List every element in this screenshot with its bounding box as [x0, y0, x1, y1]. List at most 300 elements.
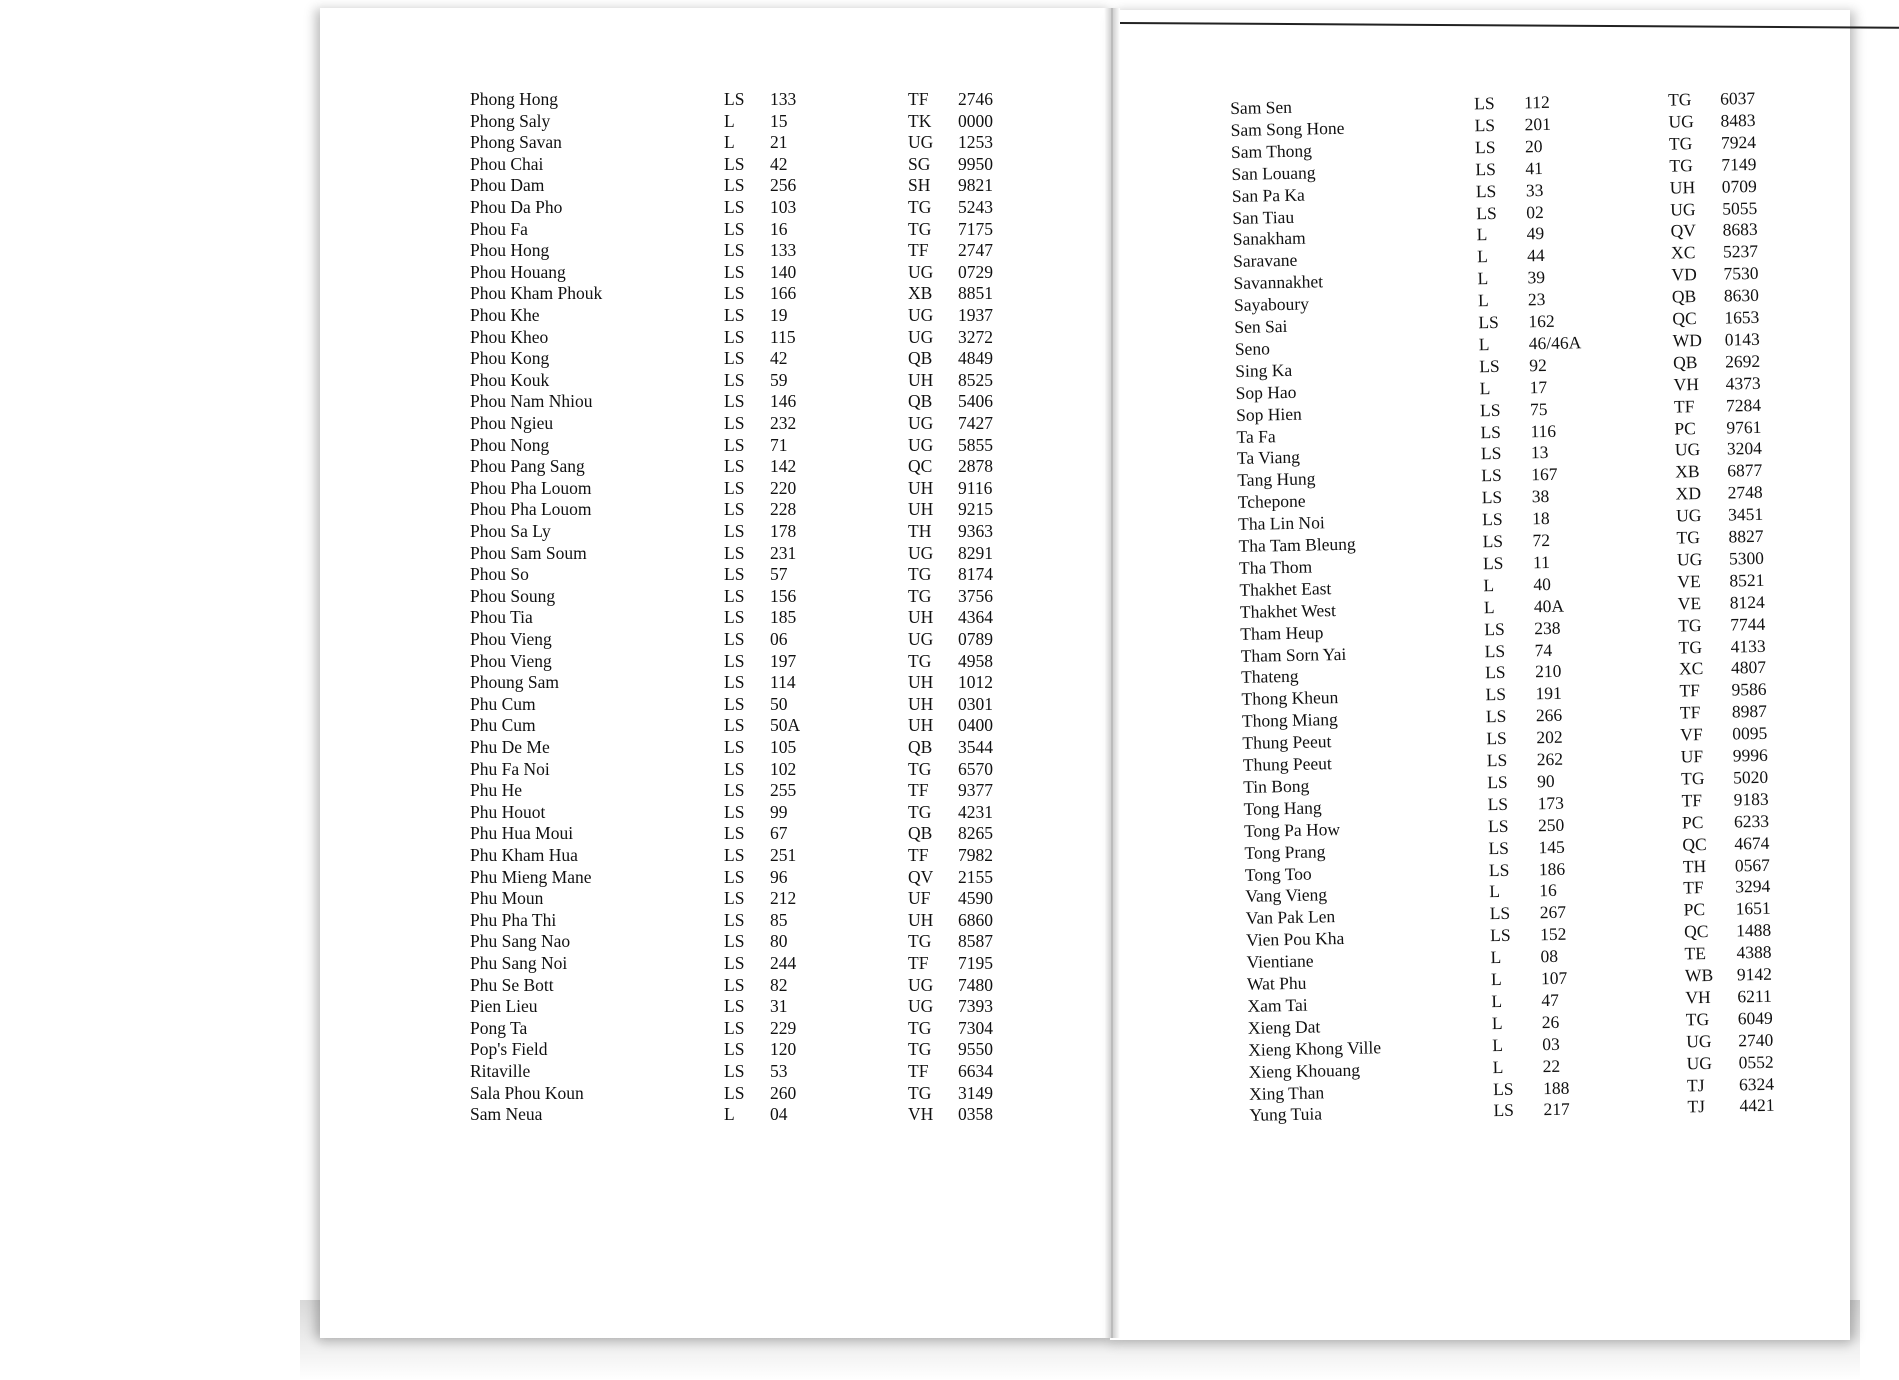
- grid-coordinate: 2748: [1727, 482, 1763, 503]
- grid-coordinate: 8827: [1728, 525, 1764, 547]
- site-number: 75: [1529, 398, 1548, 419]
- grid-zone: PC: [1681, 811, 1704, 833]
- grid-zone: XD: [1675, 483, 1702, 504]
- site-number: 142: [770, 456, 797, 477]
- site-type: LS: [1489, 924, 1511, 946]
- grid-zone: TG: [908, 1039, 932, 1060]
- site-name: San Louang: [1231, 162, 1316, 184]
- grid-zone: TG: [908, 1082, 932, 1103]
- site-type: L: [1477, 268, 1489, 289]
- site-type: LS: [1479, 399, 1501, 420]
- site-type: LS: [1487, 771, 1508, 793]
- grid-zone: TF: [908, 240, 929, 261]
- grid-coordinate: 2155: [958, 866, 993, 887]
- site-name: Thung Peeut: [1242, 731, 1332, 753]
- site-name: Phu Cum: [470, 715, 536, 736]
- grid-coordinate: 0729: [958, 261, 993, 282]
- site-number: 173: [1537, 792, 1565, 814]
- site-name: Tha Lin Noi: [1238, 512, 1325, 535]
- site-name: Phou Tia: [470, 607, 533, 628]
- grid-zone: XC: [1678, 658, 1704, 679]
- grid-zone: VH: [908, 1104, 934, 1125]
- site-type: LS: [1493, 1100, 1515, 1121]
- grid-zone: UF: [908, 888, 931, 909]
- site-number: 50: [770, 693, 788, 714]
- site-name: Tong Prang: [1244, 840, 1326, 863]
- site-name: Phou Sa Ly: [470, 521, 551, 541]
- site-type: L: [724, 1104, 735, 1125]
- site-number: 42: [770, 153, 788, 174]
- site-number: 40: [1533, 573, 1552, 595]
- grid-coordinate: 4674: [1734, 832, 1770, 854]
- site-type: LS: [724, 197, 745, 217]
- grid-coordinate: 2692: [1724, 350, 1761, 372]
- site-type: L: [724, 110, 735, 131]
- grid-coordinate: 3756: [958, 585, 993, 606]
- site-name: Thung Peeut: [1242, 753, 1332, 775]
- grid-coordinate: 0552: [1738, 1051, 1774, 1073]
- grid-zone: TG: [1676, 527, 1701, 548]
- grid-zone: TG: [908, 758, 932, 779]
- site-type: LS: [724, 888, 745, 909]
- site-number: 220: [770, 477, 797, 498]
- site-type: LS: [1475, 180, 1497, 201]
- site-name: Vien Pou Kha: [1245, 928, 1345, 951]
- grid-zone: TF: [1679, 702, 1701, 723]
- grid-zone: TF: [1673, 395, 1695, 417]
- site-type: LS: [724, 89, 745, 109]
- site-name: Xing Than: [1248, 1081, 1325, 1104]
- grid-coordinate: 7480: [958, 974, 993, 995]
- site-number: 202: [1536, 726, 1563, 748]
- site-number: 74: [1534, 639, 1553, 660]
- site-type: LS: [724, 585, 745, 606]
- grid-coordinate: 7284: [1725, 394, 1762, 416]
- site-name: Tham Heup: [1240, 621, 1324, 644]
- site-name: Phu Fa Noi: [470, 758, 550, 779]
- site-number: 238: [1534, 617, 1561, 638]
- site-name: Pop's Field: [470, 1039, 548, 1060]
- grid-coordinate: 1253: [958, 132, 993, 153]
- site-number: 40A: [1533, 595, 1565, 616]
- site-name: Phu Cum: [470, 693, 536, 714]
- site-type: LS: [724, 521, 745, 541]
- grid-coordinate: 8265: [958, 823, 993, 844]
- site-number: 146: [770, 391, 797, 412]
- site-name: Ta Fa: [1236, 425, 1276, 447]
- site-number: 186: [1538, 858, 1566, 879]
- site-number: 06: [770, 629, 788, 649]
- grid-zone: UG: [1670, 198, 1696, 220]
- site-number: 16: [1539, 880, 1557, 901]
- grid-coordinate: 9761: [1726, 416, 1762, 438]
- grid-coordinate: 9377: [958, 780, 993, 801]
- grid-coordinate: 4590: [958, 888, 993, 909]
- grid-coordinate: 8683: [1722, 219, 1758, 240]
- site-number: 262: [1536, 748, 1564, 770]
- site-type: LS: [1476, 202, 1497, 223]
- grid-zone: SH: [908, 175, 931, 196]
- site-name: Xieng Khouang: [1248, 1059, 1361, 1082]
- site-type: LS: [724, 607, 745, 628]
- grid-zone: UG: [908, 996, 934, 1017]
- site-name: Phoung Sam: [470, 672, 559, 693]
- site-type: LS: [724, 1082, 745, 1103]
- grid-coordinate: 5855: [958, 434, 993, 455]
- grid-coordinate: 9183: [1733, 788, 1769, 810]
- site-type: LS: [724, 305, 745, 325]
- site-number: 102: [770, 758, 797, 779]
- grid-zone: TG: [908, 801, 932, 822]
- site-number: 185: [770, 607, 797, 628]
- site-type: LS: [1480, 421, 1502, 442]
- grid-coordinate: 8587: [958, 931, 993, 952]
- site-type: L: [1479, 377, 1491, 398]
- grid-zone: TG: [1685, 1008, 1710, 1030]
- site-type: LS: [724, 737, 745, 757]
- grid-coordinate: 1937: [958, 305, 993, 325]
- site-name: Phou Pha Louom: [470, 477, 592, 498]
- site-number: 22: [1542, 1055, 1561, 1076]
- site-number: 140: [770, 261, 797, 282]
- grid-zone: TF: [1681, 789, 1703, 811]
- grid-coordinate: 7304: [958, 1017, 993, 1038]
- site-number: 71: [770, 434, 788, 455]
- site-type: LS: [1482, 530, 1504, 552]
- site-type: LS: [1484, 662, 1506, 683]
- grid-zone: TJ: [1686, 1074, 1705, 1095]
- site-name: Phu Sang Noi: [470, 953, 568, 973]
- site-name: Phou Dam: [470, 175, 545, 196]
- grid-coordinate: 0567: [1734, 854, 1771, 875]
- site-type: LS: [1481, 508, 1503, 530]
- site-number: 20: [1524, 135, 1543, 157]
- grid-zone: VE: [1677, 570, 1701, 592]
- site-type: LS: [724, 780, 745, 801]
- site-type: LS: [1486, 727, 1507, 749]
- grid-coordinate: 5237: [1722, 241, 1759, 262]
- site-number: 210: [1534, 661, 1562, 682]
- site-name: Phou Fa: [470, 218, 528, 239]
- site-name: Sanakham: [1232, 227, 1306, 250]
- site-name: Phong Savan: [470, 132, 562, 153]
- grid-zone: UG: [908, 434, 934, 455]
- site-type: L: [1476, 224, 1488, 245]
- site-name: Sam Neua: [470, 1104, 543, 1125]
- grid-coordinate: 5055: [1722, 197, 1758, 219]
- site-type: L: [1477, 290, 1489, 311]
- grid-coordinate: 3544: [958, 737, 993, 757]
- grid-zone: TF: [908, 845, 929, 865]
- grid-coordinate: 6037: [1719, 87, 1756, 109]
- site-type: L: [1492, 1034, 1504, 1055]
- site-number: 26: [1541, 1011, 1560, 1032]
- grid-zone: QC: [1672, 308, 1697, 329]
- site-number: 59: [770, 369, 788, 390]
- site-type: LS: [724, 261, 745, 282]
- grid-coordinate: 6233: [1733, 810, 1770, 832]
- site-number: 82: [770, 974, 788, 995]
- site-type: LS: [1485, 684, 1507, 705]
- grid-coordinate: 9821: [958, 175, 993, 196]
- site-number: 167: [1531, 464, 1558, 485]
- site-name: Phou Khe: [470, 305, 540, 325]
- grid-coordinate: 6570: [958, 758, 993, 779]
- site-type: LS: [724, 650, 745, 671]
- grid-zone: UG: [1674, 439, 1701, 460]
- site-number: 21: [770, 132, 788, 153]
- grid-zone: TF: [908, 953, 929, 973]
- site-name: Thong Miang: [1241, 709, 1338, 732]
- site-type: LS: [724, 1061, 745, 1081]
- site-name: Phong Hong: [470, 89, 558, 109]
- site-number: 105: [770, 737, 797, 757]
- site-type: LS: [1480, 443, 1502, 464]
- site-number: 120: [770, 1039, 797, 1060]
- grid-zone: XB: [908, 283, 933, 304]
- grid-coordinate: 4364: [958, 607, 993, 628]
- site-number: 39: [1527, 267, 1546, 288]
- site-name: Phou Sam Soum: [470, 542, 587, 563]
- grid-coordinate: 0358: [958, 1104, 993, 1125]
- grid-coordinate: 5020: [1732, 766, 1769, 788]
- site-number: 67: [770, 823, 788, 844]
- grid-zone: PC: [1674, 417, 1697, 439]
- site-name: Phou Ngieu: [470, 413, 554, 433]
- grid-zone: TG: [908, 650, 932, 671]
- grid-coordinate: 8630: [1723, 284, 1760, 306]
- grid-zone: UH: [1669, 176, 1696, 198]
- grid-coordinate: 5406: [958, 391, 993, 412]
- grid-zone: TG: [908, 585, 932, 606]
- site-number: 197: [770, 650, 797, 671]
- grid-zone: QC: [1682, 833, 1707, 855]
- site-number: 44: [1526, 245, 1545, 266]
- grid-zone: QB: [1671, 286, 1697, 307]
- site-type: LS: [724, 477, 745, 498]
- site-type: LS: [724, 758, 745, 779]
- grid-zone: QV: [908, 866, 934, 887]
- site-type: LS: [724, 974, 745, 995]
- site-number: 217: [1543, 1099, 1570, 1120]
- grid-zone: TG: [1667, 89, 1692, 110]
- site-type: LS: [724, 218, 745, 239]
- grid-coordinate: 1651: [1735, 898, 1771, 919]
- site-type: LS: [724, 564, 745, 585]
- grid-zone: TF: [1683, 877, 1704, 898]
- grid-zone: TF: [908, 780, 929, 801]
- site-name: Sam Song Hone: [1230, 117, 1345, 140]
- grid-coordinate: 6860: [958, 909, 993, 930]
- site-name: Vang Vieng: [1245, 884, 1328, 907]
- site-name: Phu Moun: [470, 888, 544, 909]
- site-number: 115: [770, 326, 796, 347]
- grid-zone: WD: [1672, 329, 1703, 351]
- site-name: Phou So: [470, 564, 529, 585]
- site-type: L: [1476, 246, 1489, 267]
- site-number: 46/46A: [1528, 332, 1582, 354]
- site-number: 266: [1535, 704, 1563, 726]
- site-name: Phong Saly: [470, 110, 551, 131]
- grid-zone: UG: [908, 261, 934, 282]
- site-number: 85: [770, 909, 788, 930]
- grid-coordinate: 8174: [958, 564, 993, 585]
- site-number: 116: [1530, 420, 1557, 441]
- grid-coordinate: 3204: [1726, 438, 1763, 459]
- site-number: 33: [1525, 179, 1544, 200]
- grid-coordinate: 1488: [1735, 919, 1772, 941]
- site-type: LS: [1487, 793, 1509, 814]
- grid-coordinate: 3149: [958, 1082, 993, 1103]
- grid-zone: XC: [1670, 242, 1696, 263]
- site-name: Phou Soung: [470, 585, 556, 606]
- site-number: 50A: [770, 715, 801, 736]
- grid-coordinate: 6049: [1737, 1007, 1773, 1029]
- grid-coordinate: 6634: [958, 1061, 993, 1081]
- grid-zone: UG: [908, 326, 934, 347]
- site-type: LS: [724, 369, 745, 390]
- site-type: LS: [1473, 92, 1495, 114]
- site-name: Phou Nong: [470, 434, 550, 455]
- grid-coordinate: 1012: [958, 672, 993, 693]
- grid-coordinate: 8851: [958, 283, 993, 304]
- grid-coordinate: 0000: [958, 110, 993, 131]
- grid-coordinate: 6877: [1727, 460, 1763, 481]
- site-name: Phou Da Pho: [470, 197, 563, 217]
- site-type: LS: [724, 391, 745, 412]
- site-type: LS: [724, 499, 745, 520]
- site-name: Phou Nam Nhiou: [470, 391, 593, 412]
- grid-coordinate: 8483: [1720, 109, 1756, 131]
- grid-coordinate: 7982: [958, 845, 993, 865]
- site-number: 42: [770, 348, 788, 369]
- grid-coordinate: 8521: [1729, 569, 1765, 591]
- site-number: 145: [1538, 836, 1565, 857]
- site-name: Sam Thong: [1230, 140, 1313, 162]
- grid-zone: TJ: [1687, 1096, 1706, 1117]
- grid-coordinate: 9215: [958, 499, 993, 520]
- grid-zone: TK: [908, 110, 932, 131]
- site-number: 255: [770, 780, 797, 801]
- site-number: 178: [770, 521, 797, 541]
- grid-zone: TF: [908, 89, 929, 109]
- site-type: L: [1483, 574, 1495, 596]
- site-number: 229: [770, 1017, 797, 1038]
- grid-zone: QB: [908, 737, 933, 757]
- grid-coordinate: 0400: [958, 715, 993, 736]
- grid-zone: UG: [1675, 505, 1702, 526]
- grid-coordinate: 8525: [958, 369, 993, 390]
- site-number: 166: [770, 283, 797, 304]
- grid-coordinate: 9996: [1732, 744, 1768, 766]
- site-type: LS: [724, 672, 745, 693]
- site-number: 112: [1523, 91, 1550, 113]
- grid-zone: VE: [1677, 592, 1702, 614]
- site-number: 191: [1535, 683, 1562, 704]
- site-name: Tha Thom: [1238, 556, 1313, 578]
- site-number: 133: [770, 89, 797, 109]
- site-number: 133: [770, 240, 797, 261]
- grid-zone: TG: [908, 1017, 932, 1038]
- site-name: Xieng Dat: [1247, 1016, 1321, 1038]
- grid-zone: TF: [908, 1061, 929, 1081]
- grid-coordinate: 7427: [958, 413, 993, 433]
- site-type: L: [1490, 947, 1502, 968]
- grid-zone: UG: [908, 132, 934, 153]
- site-number: 114: [770, 672, 796, 693]
- site-type: LS: [724, 909, 745, 930]
- grid-zone: QB: [1672, 351, 1698, 373]
- grid-coordinate: 0095: [1732, 722, 1768, 744]
- site-name: Thong Kheun: [1241, 687, 1339, 710]
- site-number: 99: [770, 801, 788, 822]
- site-number: 103: [770, 197, 797, 217]
- site-number: 228: [770, 499, 797, 520]
- grid-zone: TH: [1682, 855, 1707, 876]
- site-name: Tang Hung: [1237, 468, 1316, 491]
- site-type: LS: [724, 866, 745, 887]
- site-type: L: [1492, 1056, 1504, 1077]
- site-type: LS: [724, 931, 745, 952]
- site-name: Phu Mieng Mane: [470, 866, 592, 887]
- grid-coordinate: 0143: [1724, 328, 1760, 350]
- site-name: Xam Tai: [1247, 994, 1308, 1016]
- site-number: 16: [770, 218, 788, 239]
- site-type: LS: [724, 456, 745, 477]
- grid-zone: QC: [908, 456, 933, 477]
- site-name: Wat Phu: [1246, 972, 1307, 994]
- grid-zone: UH: [908, 369, 934, 390]
- site-type: LS: [724, 413, 745, 433]
- site-number: 244: [770, 953, 797, 973]
- grid-zone: TF: [1679, 680, 1701, 701]
- site-name: Phu Se Bott: [470, 974, 554, 995]
- site-name: Phou Vieng: [470, 650, 552, 671]
- grid-zone: WB: [1684, 964, 1714, 986]
- site-type: LS: [724, 326, 745, 347]
- book-gutter: [1104, 8, 1120, 1338]
- grid-coordinate: 0709: [1721, 175, 1757, 197]
- site-type: LS: [724, 845, 745, 865]
- site-type: LS: [1481, 465, 1502, 486]
- grid-coordinate: 5243: [958, 197, 993, 217]
- grid-zone: UH: [908, 477, 934, 498]
- grid-coordinate: 9363: [958, 521, 993, 541]
- site-name: Sing Ka: [1235, 359, 1293, 381]
- grid-zone: UG: [908, 629, 934, 649]
- site-number: 53: [770, 1061, 788, 1081]
- site-name: Phou Kheo: [470, 326, 549, 347]
- site-number: 13: [1530, 442, 1549, 463]
- grid-coordinate: 7393: [958, 996, 993, 1017]
- site-number: 41: [1525, 157, 1544, 179]
- site-number: 15: [770, 110, 788, 131]
- grid-zone: TG: [908, 218, 932, 239]
- grid-zone: TG: [908, 931, 932, 952]
- site-number: 49: [1526, 223, 1545, 244]
- grid-coordinate: 2878: [958, 456, 993, 477]
- grid-coordinate: 4849: [958, 348, 993, 369]
- site-name: Xieng Khong Ville: [1248, 1036, 1382, 1060]
- site-name: Thateng: [1240, 666, 1299, 688]
- site-number: 38: [1531, 486, 1550, 507]
- grid-coordinate: 1653: [1724, 306, 1760, 328]
- grid-coordinate: 9116: [958, 477, 993, 498]
- grid-coordinate: 9950: [958, 153, 993, 174]
- grid-zone: QB: [908, 391, 933, 412]
- site-number: 18: [1531, 508, 1550, 529]
- grid-zone: VH: [1685, 986, 1711, 1008]
